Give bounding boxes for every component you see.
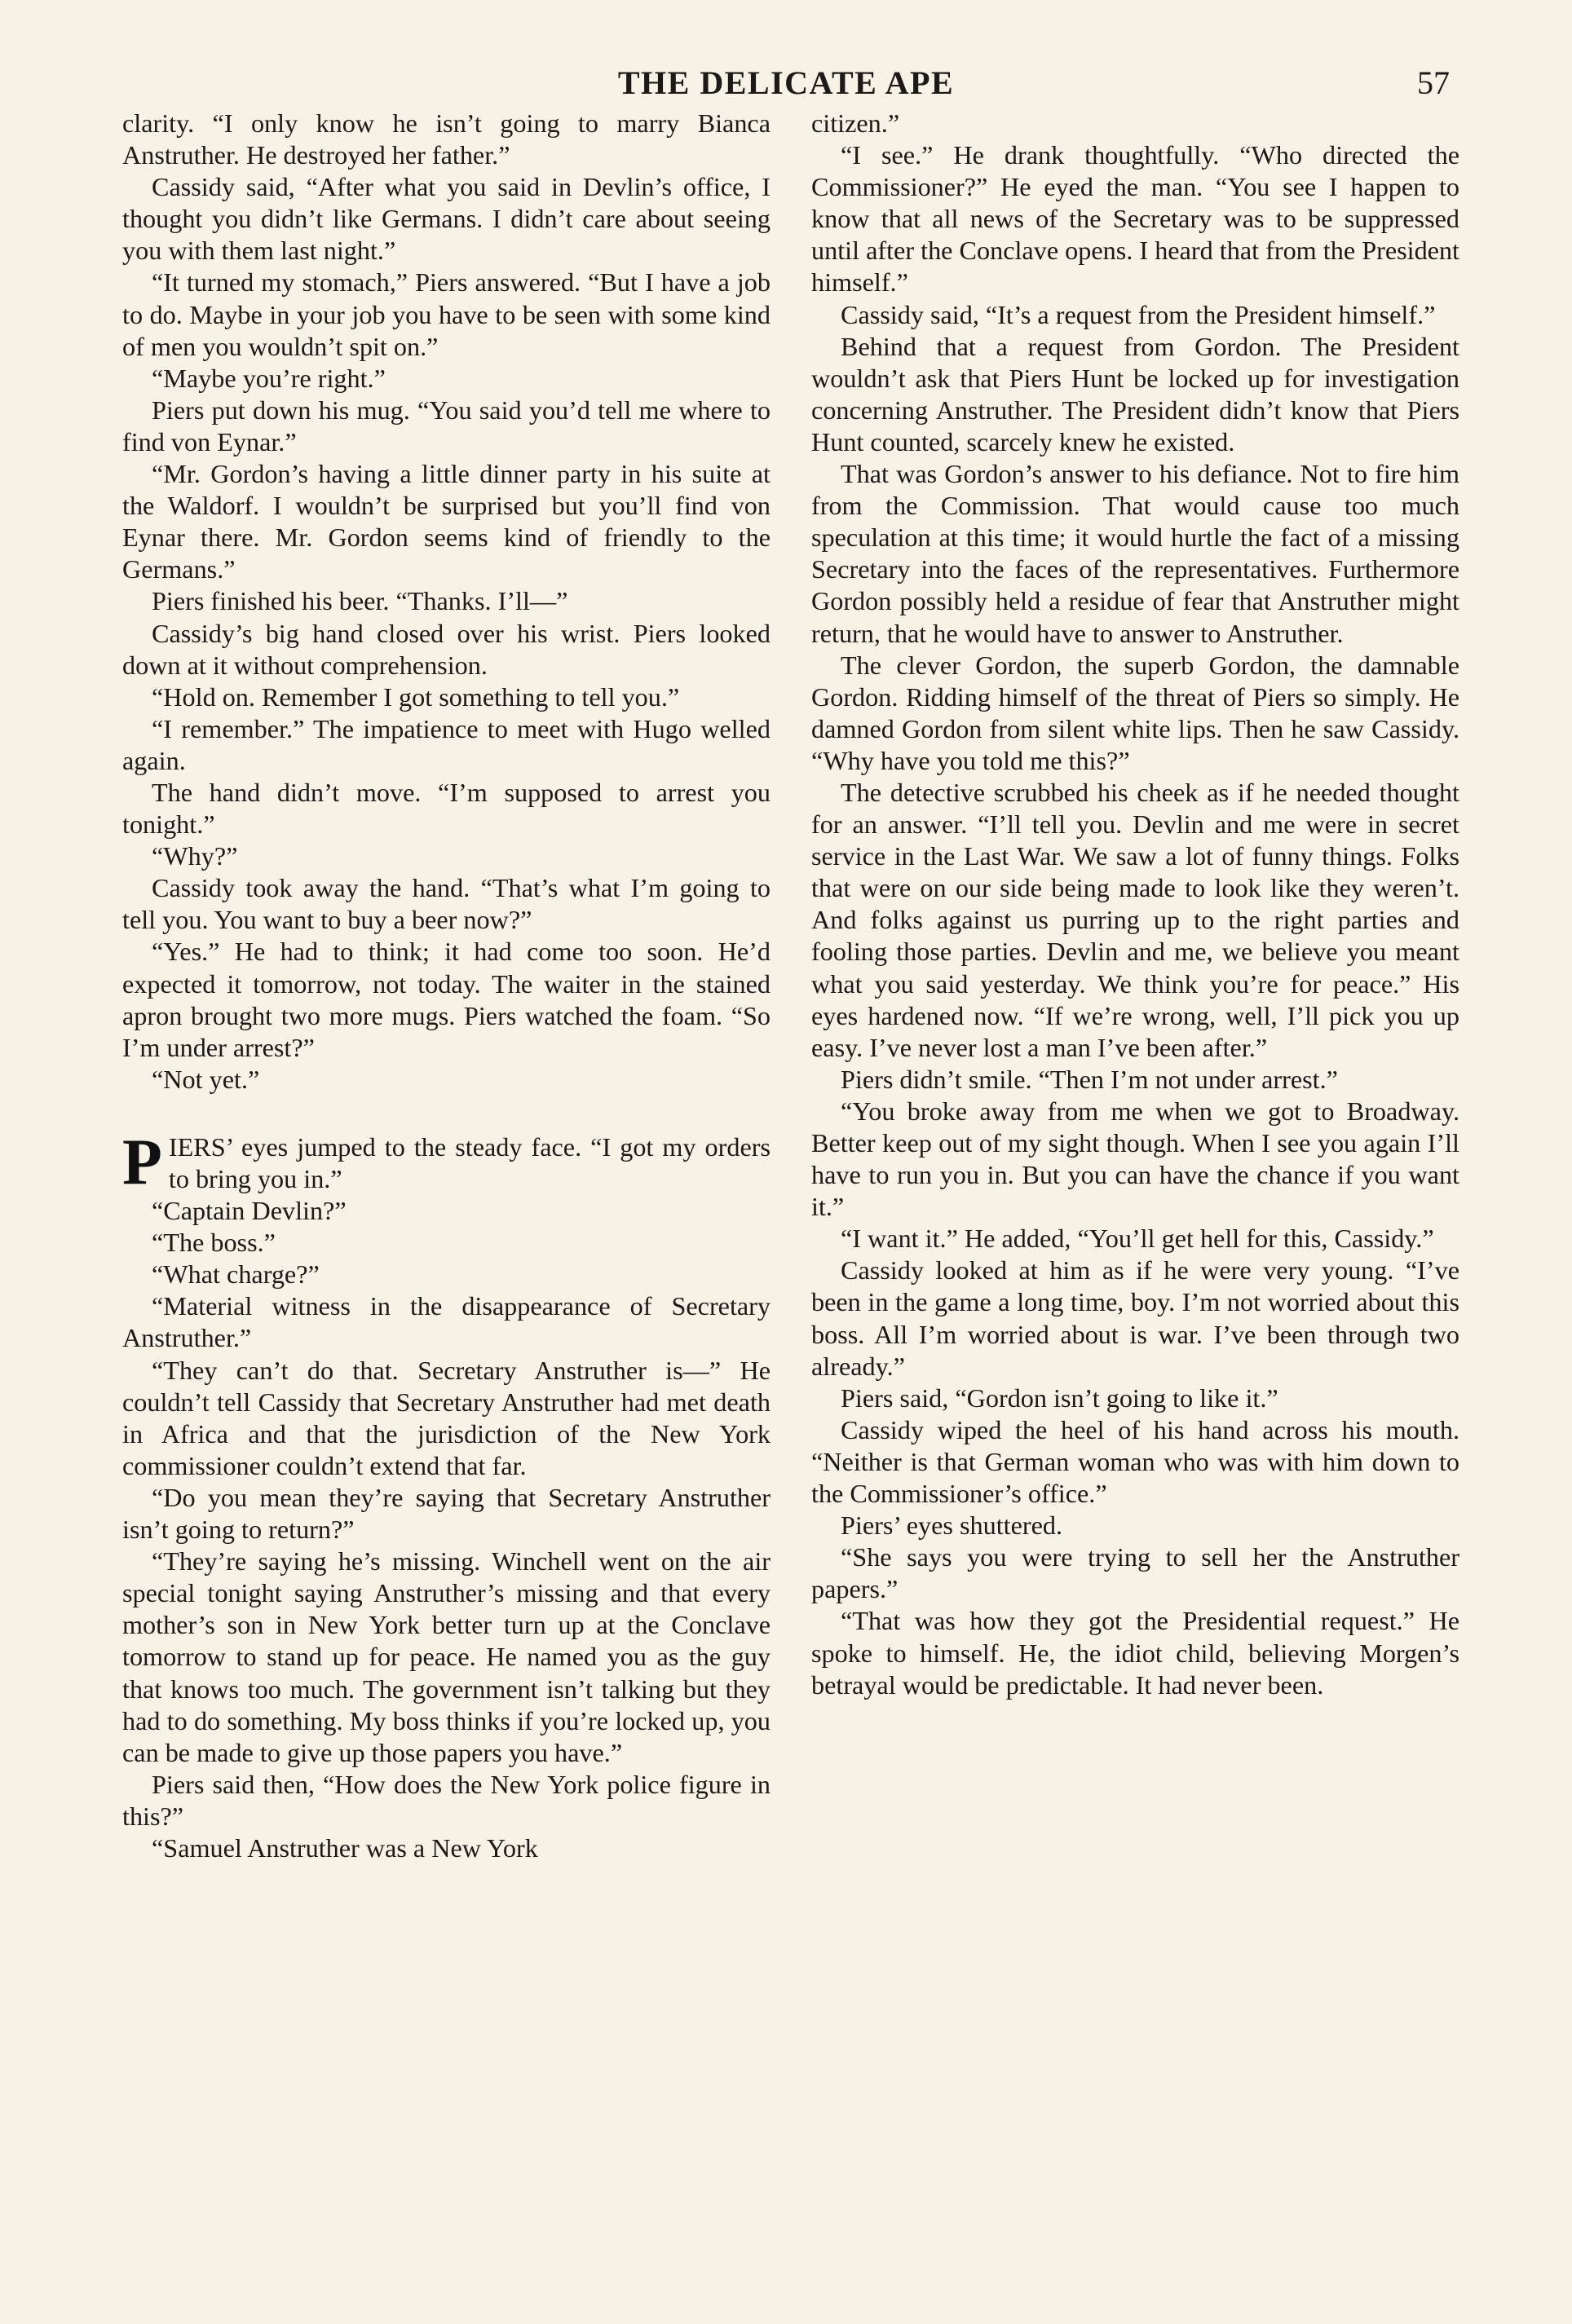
running-title: THE DELICATE APE — [617, 64, 955, 101]
page-number: 57 — [1417, 64, 1450, 101]
paragraph: “It turned my stomach,” Piers answered. “But I have a job to do. Maybe in your job you have to be seen with some kind of men you wouldn’t spit on.” — [122, 267, 771, 361]
paragraph: Piers said, “Gordon isn’t going to like it.” — [841, 1382, 1278, 1413]
paragraph: “Samuel Anstruther was a New York — [152, 1832, 538, 1863]
paragraph: Piers’ eyes shuttered. — [841, 1510, 1063, 1541]
paragraph: “Captain Devlin?” — [152, 1196, 347, 1226]
page-header — [122, 64, 1450, 104]
paragraph: Cassidy said, “After what you said in Devlin’s office, I thought you didn’t like Germans. I didn’t care about seeing you with them last night.” — [122, 172, 771, 266]
right-column — [811, 108, 1459, 1701]
paragraph: “Hold on. Remember I got something to tell you.” — [152, 681, 680, 712]
paragraph: “Material witness in the disappearance of Secretary Anstruther.” — [122, 1291, 771, 1353]
paragraph: That was Gordon’s answer to his defiance. Not to fire him from the Commission. That would cause too much speculation at this time; it would hurtle the fact of a missing Secretary into the faces of the representatives. Furthermore Gordon possibly held a residue of fear that Anstruther might return, that he would have to answer to Anstruther. — [811, 459, 1459, 648]
paragraph: “Why?” — [152, 841, 238, 871]
paragraph: Piers finished his beer. “Thanks. I’ll—” — [152, 586, 568, 616]
paragraph: Piers didn’t smile. “Then I’m not under arrest.” — [841, 1064, 1338, 1094]
paragraph: “I see.” He drank thoughtfully. “Who directed the Commissioner?” He eyed the man. “You see I happen to know that all news of the Secretary was to be suppressed until after the Conclave opens. I heard that from the President himself.” — [811, 140, 1459, 298]
paragraph: “What charge?” — [152, 1259, 320, 1290]
paragraph: “Yes.” He had to think; it had come too soon. He’d expected it tomorrow, not today. The waiter in the stained apron brought two more mugs. Piers watched the foam. “So I’m under arrest?” — [122, 937, 771, 1062]
paragraph: Cassidy’s big hand closed over his wrist. Piers looked down at it without comprehension. — [122, 618, 771, 680]
paragraph: “Mr. Gordon’s having a little dinner party in his suite at the Waldorf. I wouldn’t be surprised but you’ll find von Eynar there. Mr. Gordon seems kind of friendly to the Germans.” — [122, 459, 771, 584]
drop-cap-paragraph — [122, 1126, 771, 1198]
paragraph: Cassidy took away the hand. “That’s what I’m going to tell you. You want to buy a beer now?” — [122, 873, 771, 935]
paragraph: Cassidy said, “It’s a request from the President himself.” — [841, 299, 1436, 329]
paragraph: “Maybe you’re right.” — [152, 363, 386, 393]
paragraph: Piers put down his mug. “You said you’d tell me where to find von Eynar.” — [122, 395, 771, 456]
paragraph: clarity. “I only know he isn’t going to marry Bianca Anstruther. He destroyed her father.” — [122, 108, 771, 170]
drop-cap: P — [122, 1126, 162, 1198]
paragraph: citizen.” — [811, 108, 900, 138]
paragraph: “She says you were trying to sell her the Anstruther papers.” — [811, 1542, 1459, 1604]
paragraph: “I remember.” The impatience to meet with Hugo welled again. — [122, 713, 771, 775]
paragraph: “The boss.” — [152, 1228, 276, 1258]
left-column — [122, 108, 771, 1864]
paragraph: Piers said then, “How does the New York police figure in this?” — [122, 1769, 771, 1831]
paragraph: Cassidy looked at him as if he were very young. “I’ve been in the game a long time, boy. I’m not worried about this boss. All I’m worried about is war. I’ve been through two already.” — [811, 1255, 1459, 1381]
paragraph: The clever Gordon, the superb Gordon, the damnable Gordon. Ridding himself of the threat of Piers so simply. He damned Gordon from silent white lips. Then he saw Cassidy. “Why have you told me this?” — [811, 650, 1459, 775]
section-break — [122, 1096, 771, 1131]
paragraph: The hand didn’t move. “I’m supposed to arrest you tonight.” — [122, 777, 771, 840]
paragraph: “I want it.” He added, “You’ll get hell for this, Cassidy.” — [841, 1224, 1434, 1254]
paragraph: Cassidy wiped the heel of his hand across his mouth. “Neither is that German woman who was with him down to the Commissioner’s office.” — [811, 1414, 1459, 1509]
paragraph: “That was how they got the Presidential request.” He spoke to himself. He, the idiot child, believing Morgen’s betrayal would be predictable. It had never been. — [811, 1606, 1459, 1700]
paragraph: The detective scrubbed his cheek as if he needed thought for an answer. “I’ll tell you. Devlin and me were in secret service in the Last War. We saw a lot of funny things. Folks that were on our side being made to look like they weren’t. And folks against us purring up to the right parties and fooling those parties. Devlin and me, we believe you meant what you said yesterday. We think you’re for peace.” His eyes hardened now. “If we’re wrong, well, I’ll pick you up easy. I’ve never lost a man I’ve been after.” — [811, 777, 1459, 1062]
paragraph: “They can’t do that. Secretary Anstruther is—” He couldn’t tell Cassidy that Secretary Anstruther had met death in Africa and that the jurisdiction of the New York commissioner couldn’t extend that far. — [122, 1355, 771, 1480]
paragraph: Behind that a request from Gordon. The President wouldn’t ask that Piers Hunt be locked up for investigation concerning Anstruther. The President didn’t know that Piers Hunt counted, scarcely knew he existed. — [811, 331, 1459, 456]
drop-cap-text: IERS’ eyes jumped to the steady face. “I got my orders to bring you in.” — [168, 1131, 771, 1193]
paragraph: “Do you mean they’re saying that Secretary Anstruther isn’t going to return?” — [122, 1482, 771, 1545]
paragraph: “They’re saying he’s missing. Winchell went on the air special tonight saying Anstruther’s missing and that every mother’s son in New York better turn up at the Conclave tomorrow to stand up for peace. He named you as the guy that knows too much. The government isn’t talking but they had to do something. My boss thinks if you’re locked up, you can be made to give up those papers you have.” — [122, 1546, 771, 1767]
paragraph: “Not yet.” — [152, 1064, 260, 1094]
paragraph: “You broke away from me when we got to Broadway. Better keep out of my sight though. When I see you again I’ll have to run you in. But you can have the chance if you want it.” — [811, 1096, 1459, 1222]
